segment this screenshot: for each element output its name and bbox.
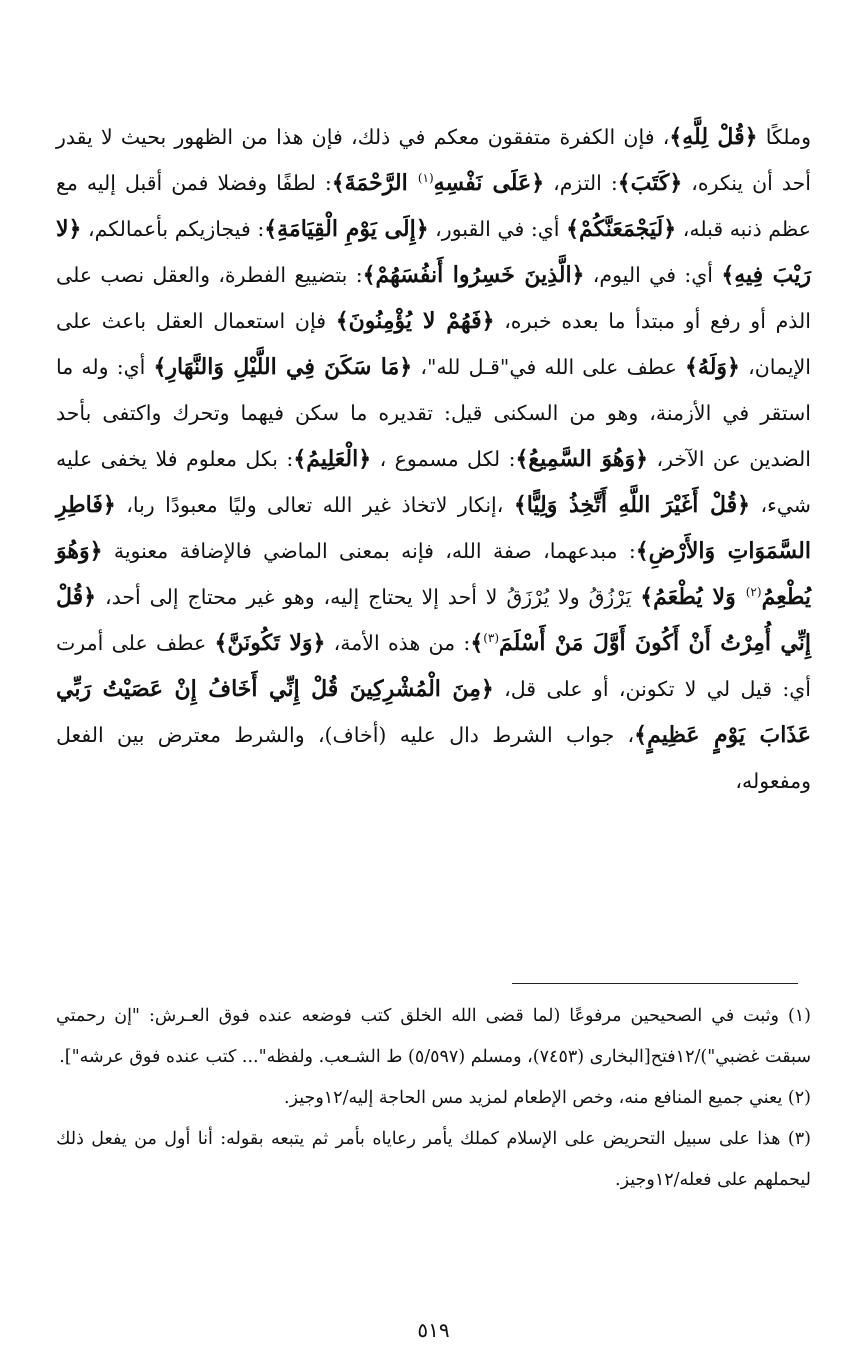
commentary-text: عطف على الله في"قـل لله"، bbox=[412, 355, 686, 379]
quran-verse: ﴿مَا سَكَنَ فِي اللَّيْلِ وَالنَّهَارِ﴾ bbox=[153, 354, 413, 380]
commentary-text: : التزم، bbox=[544, 171, 618, 195]
quran-verse: ﴿وَهُوَ يُطْعِمُ bbox=[56, 538, 811, 610]
quran-verse: ﴿قُلْ لِلَّهِ﴾ bbox=[669, 124, 758, 150]
commentary-text: عطف على أمرت أي: قيل لي لا تكونن، أو على قل، bbox=[56, 631, 811, 701]
commentary-text: وملكًا bbox=[757, 125, 811, 149]
footnote-3: (٣) هذا على سبيل التحريض على الإسلام كملك يأمر رعاياه بأمر ثم يتبعه بقوله: أنا أول من يفعل ذلك ليحملهم على فعله/١٢وجيز. bbox=[56, 1129, 811, 1190]
quran-verse: ﴿الَّذِينَ خَسِرُوا أَنفُسَهُمْ﴾ bbox=[362, 262, 585, 288]
quran-verse: ﴾ bbox=[470, 630, 484, 656]
footnote-reference: (٣) bbox=[483, 631, 500, 646]
commentary-text: : بتضييع الفطرة، والعقل نصب على الذم أو رفع أو مبتدأ ما بعده خبره، bbox=[56, 263, 811, 333]
quran-verse: ﴿وَهُوَ السَّمِيعُ﴾ bbox=[515, 446, 648, 472]
quran-verse: ﴿قُلْ أَغَيْرَ اللَّهِ أَتَّخِذُ وَلِيًّا﴾ bbox=[513, 492, 751, 518]
commentary-text: : من هذه الأمة، bbox=[325, 631, 471, 655]
quran-verse: ﴿وَلَهُ﴾ bbox=[685, 354, 740, 380]
commentary-text: أي: في القبور، bbox=[428, 217, 567, 241]
commentary-text: يَرْزُقُ ولا يُرْزَقُ لا أحد إلا يحتاج إليه، وهو غير محتاج إلى أحد، bbox=[96, 585, 641, 609]
commentary-text: فإن استعمال العقل باعث على الإيمان، bbox=[56, 309, 811, 379]
commentary-text: : لكل مسموع ، bbox=[371, 447, 516, 471]
footnote-reference: (١) bbox=[417, 171, 434, 186]
commentary-text: : مبدعهما، صفة الله، فإنه بمعنى الماضي فالإضافة معنوية bbox=[102, 539, 636, 563]
commentary-text: ، جواب الشرط دال عليه (أخاف)، والشرط معترض بين الفعل ومفعوله، bbox=[56, 723, 811, 793]
quran-verse: ﴿وَلا تَكُونَنَّ﴾ bbox=[214, 630, 326, 656]
quran-verse: ﴿إِلَى يَوْمِ الْقِيَامَةِ﴾ bbox=[264, 216, 429, 242]
commentary-text: أي: وله ما استقر في الأزمنة، وهو من السكنى قيل: تقديره ما سكن فيهما وتحرك واكتفى بأحد الضدين عن الآخر، bbox=[56, 355, 811, 471]
quran-verse: ﴿لا رَيْبَ فِيهِ﴾ bbox=[56, 216, 811, 288]
commentary-text: : لطفًا وفضلا فمن أقبل إليه مع عظم ذنبه قبله، bbox=[56, 171, 811, 241]
commentary-text: : بكل معلوم فلا يخفى عليه شيء، bbox=[56, 447, 811, 517]
quran-verse: ﴿لَيَجْمَعَنَّكُمْ﴾ bbox=[566, 216, 677, 242]
quran-verse: ﴿فَهُمْ لا يُؤْمِنُونَ﴾ bbox=[335, 308, 495, 334]
quran-verse: ﴿مِنَ الْمُشْرِكِينَ قُلْ إِنِّي أَخَافُ إِنْ عَصَيْتُ رَبِّي عَذَابَ يَوْمٍ عَظِيمٍ﴾ bbox=[56, 676, 811, 748]
quran-verse: ﴿كَتَبَ﴾ bbox=[617, 170, 683, 196]
quran-verse: ﴿الْعَلِيمُ﴾ bbox=[293, 446, 372, 472]
quran-verse: ﴿قُلْ إِنِّي أُمِرْتُ أَنْ أَكُونَ أَوَّلَ مَنْ أَسْلَمَ bbox=[56, 584, 811, 656]
quran-verse: ﴿عَلَى نَفْسِهِ bbox=[433, 170, 545, 196]
quran-verse: وَلا يُطْعَمُ﴾ bbox=[640, 584, 746, 610]
commentary-text: : فيجازيكم بأعمالكم، bbox=[81, 217, 265, 241]
footnotes-section bbox=[56, 996, 811, 1201]
footnote-1: (١) وثبت في الصحيحين مرفوعًا (لما قضى الله الخلق كتب فوضعه عنده فوق العـرش: "إن رحمتي سبقت غضبي")/١٢فتح[البخارى (٧٤٥٣)، ومسلم (٥/٥٩٧) ط الشـعب. ولفظه"... كتب عنده فوق عرشه"]. bbox=[56, 1006, 811, 1067]
page-number: ٥١٩ bbox=[417, 1318, 450, 1342]
footnote-reference: (٢) bbox=[745, 585, 762, 600]
quran-verse: الرَّحْمَةَ﴾ bbox=[331, 170, 418, 196]
footnote-divider bbox=[512, 983, 798, 984]
commentary-text: ، فإن الكفرة متفقون معكم في ذلك، فإن هذا من الظهور بحيث لا يقدر أحد أن ينكره، bbox=[56, 125, 811, 195]
commentary-text: ،إنكار لاتخاذ غير الله تعالى وليًا معبودًا ربا، bbox=[115, 493, 514, 517]
main-text-paragraph bbox=[56, 114, 811, 804]
footnote-2: (٢) يعني جميع المنافع منه، وخص الإطعام لمزيد مس الحاجة إليه/١٢وجيز. bbox=[284, 1088, 811, 1108]
commentary-text: أي: في اليوم، bbox=[584, 263, 722, 287]
quran-verse: ﴿فَاطِرِ السَّمَوَاتِ وَالأَرْضِ﴾ bbox=[56, 492, 811, 564]
